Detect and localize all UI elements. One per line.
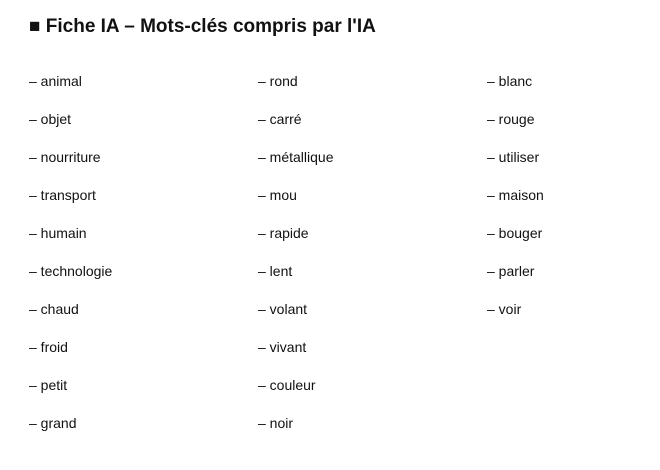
- keyword-item: – volant: [258, 301, 308, 317]
- keyword-item: – mou: [258, 187, 297, 203]
- keyword-item: – technologie: [29, 263, 113, 279]
- keyword-item: – froid: [29, 339, 68, 355]
- keyword-item: – objet: [29, 111, 72, 127]
- keyword-item: – rond: [258, 73, 298, 89]
- keyword-item: – métallique: [258, 149, 334, 165]
- keyword-item: – couleur: [258, 377, 316, 393]
- keyword-item: – humain: [29, 225, 87, 241]
- keyword-item: – vivant: [258, 339, 307, 355]
- keyword-item: – maison: [487, 187, 544, 203]
- keyword-item: – bouger: [487, 225, 543, 241]
- keyword-item: – transport: [29, 187, 96, 203]
- keyword-column-2: [258, 71, 487, 451]
- keyword-item: – rouge: [487, 111, 535, 127]
- keyword-item: – lent: [258, 263, 293, 279]
- keyword-item: – rapide: [258, 225, 309, 241]
- keyword-item: – animal: [29, 73, 82, 89]
- keyword-item: – carré: [258, 111, 302, 127]
- keyword-item: – noir: [258, 415, 294, 431]
- keyword-column-1: [29, 71, 258, 451]
- keyword-item: – nourriture: [29, 149, 101, 165]
- page-title: ■ Fiche IA – Mots-clés compris par l'IA: [29, 16, 376, 37]
- keyword-column-3: [487, 71, 660, 451]
- keyword-item: – voir: [487, 301, 522, 317]
- keyword-item: – grand: [29, 415, 77, 431]
- keyword-item: – parler: [487, 263, 535, 279]
- keyword-item: – blanc: [487, 73, 533, 89]
- keyword-grid: [29, 71, 660, 451]
- keyword-item: – chaud: [29, 301, 79, 317]
- keyword-item: – petit: [29, 377, 68, 393]
- keyword-item: – utiliser: [487, 149, 540, 165]
